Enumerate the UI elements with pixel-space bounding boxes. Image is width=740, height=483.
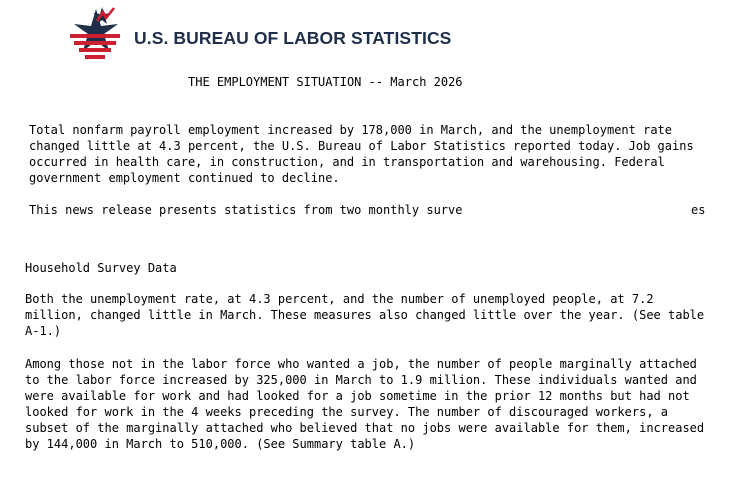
paragraph-line: looked for work in the 4 weeks preceding the survey. The number of discouraged workers, a xyxy=(25,405,668,419)
paragraph-line: subset of the marginally attached who believed that no jobs were available for them, increased xyxy=(25,421,705,435)
intro-line: occurred in health care, in construction, and in transportation and warehousing. Federal xyxy=(29,155,665,169)
release-statement-end: es xyxy=(691,203,706,217)
household-heading: Household Survey Data xyxy=(25,261,177,275)
paragraph-line: million, changed little in March. These measures also changed little over the year. (See table xyxy=(25,308,705,322)
household-paragraph-2 xyxy=(25,356,704,452)
paragraph-line: Among those not in the labor force who wanted a job, the number of people marginally attached xyxy=(25,357,697,371)
bls-star-flag-logo-icon xyxy=(66,4,124,64)
paragraph-line: were available for work and had looked for a job sometime in the prior 12 months but had not xyxy=(25,389,690,403)
intro-line: Total nonfarm payroll employment increased by 178,000 in March, and the unemployment rate xyxy=(29,123,672,137)
paragraph-line: by 144,000 in March to 510,000. (See Summary table A.) xyxy=(25,437,416,451)
agency-name: U.S. BUREAU OF LABOR STATISTICS xyxy=(134,28,452,48)
paragraph-line: Both the unemployment rate, at 4.3 percent, and the number of unemployed people, at 7.2 xyxy=(25,292,654,306)
release-statement: This news release presents statistics from two monthly surve xyxy=(29,203,463,217)
paragraph-line: A-1.) xyxy=(25,324,62,338)
intro-paragraph xyxy=(29,122,694,186)
paragraph-line: to the labor force increased by 325,000 in March to 1.9 million. These individuals wanted and xyxy=(25,373,697,387)
intro-line: changed little at 4.3 percent, the U.S. Bureau of Labor Statistics reported today. Job gains xyxy=(29,139,694,153)
intro-line: government employment continued to decline. xyxy=(29,171,340,185)
release-title: THE EMPLOYMENT SITUATION -- March 2026 xyxy=(188,75,463,89)
household-paragraph-1 xyxy=(25,291,704,339)
page-header xyxy=(66,4,466,66)
